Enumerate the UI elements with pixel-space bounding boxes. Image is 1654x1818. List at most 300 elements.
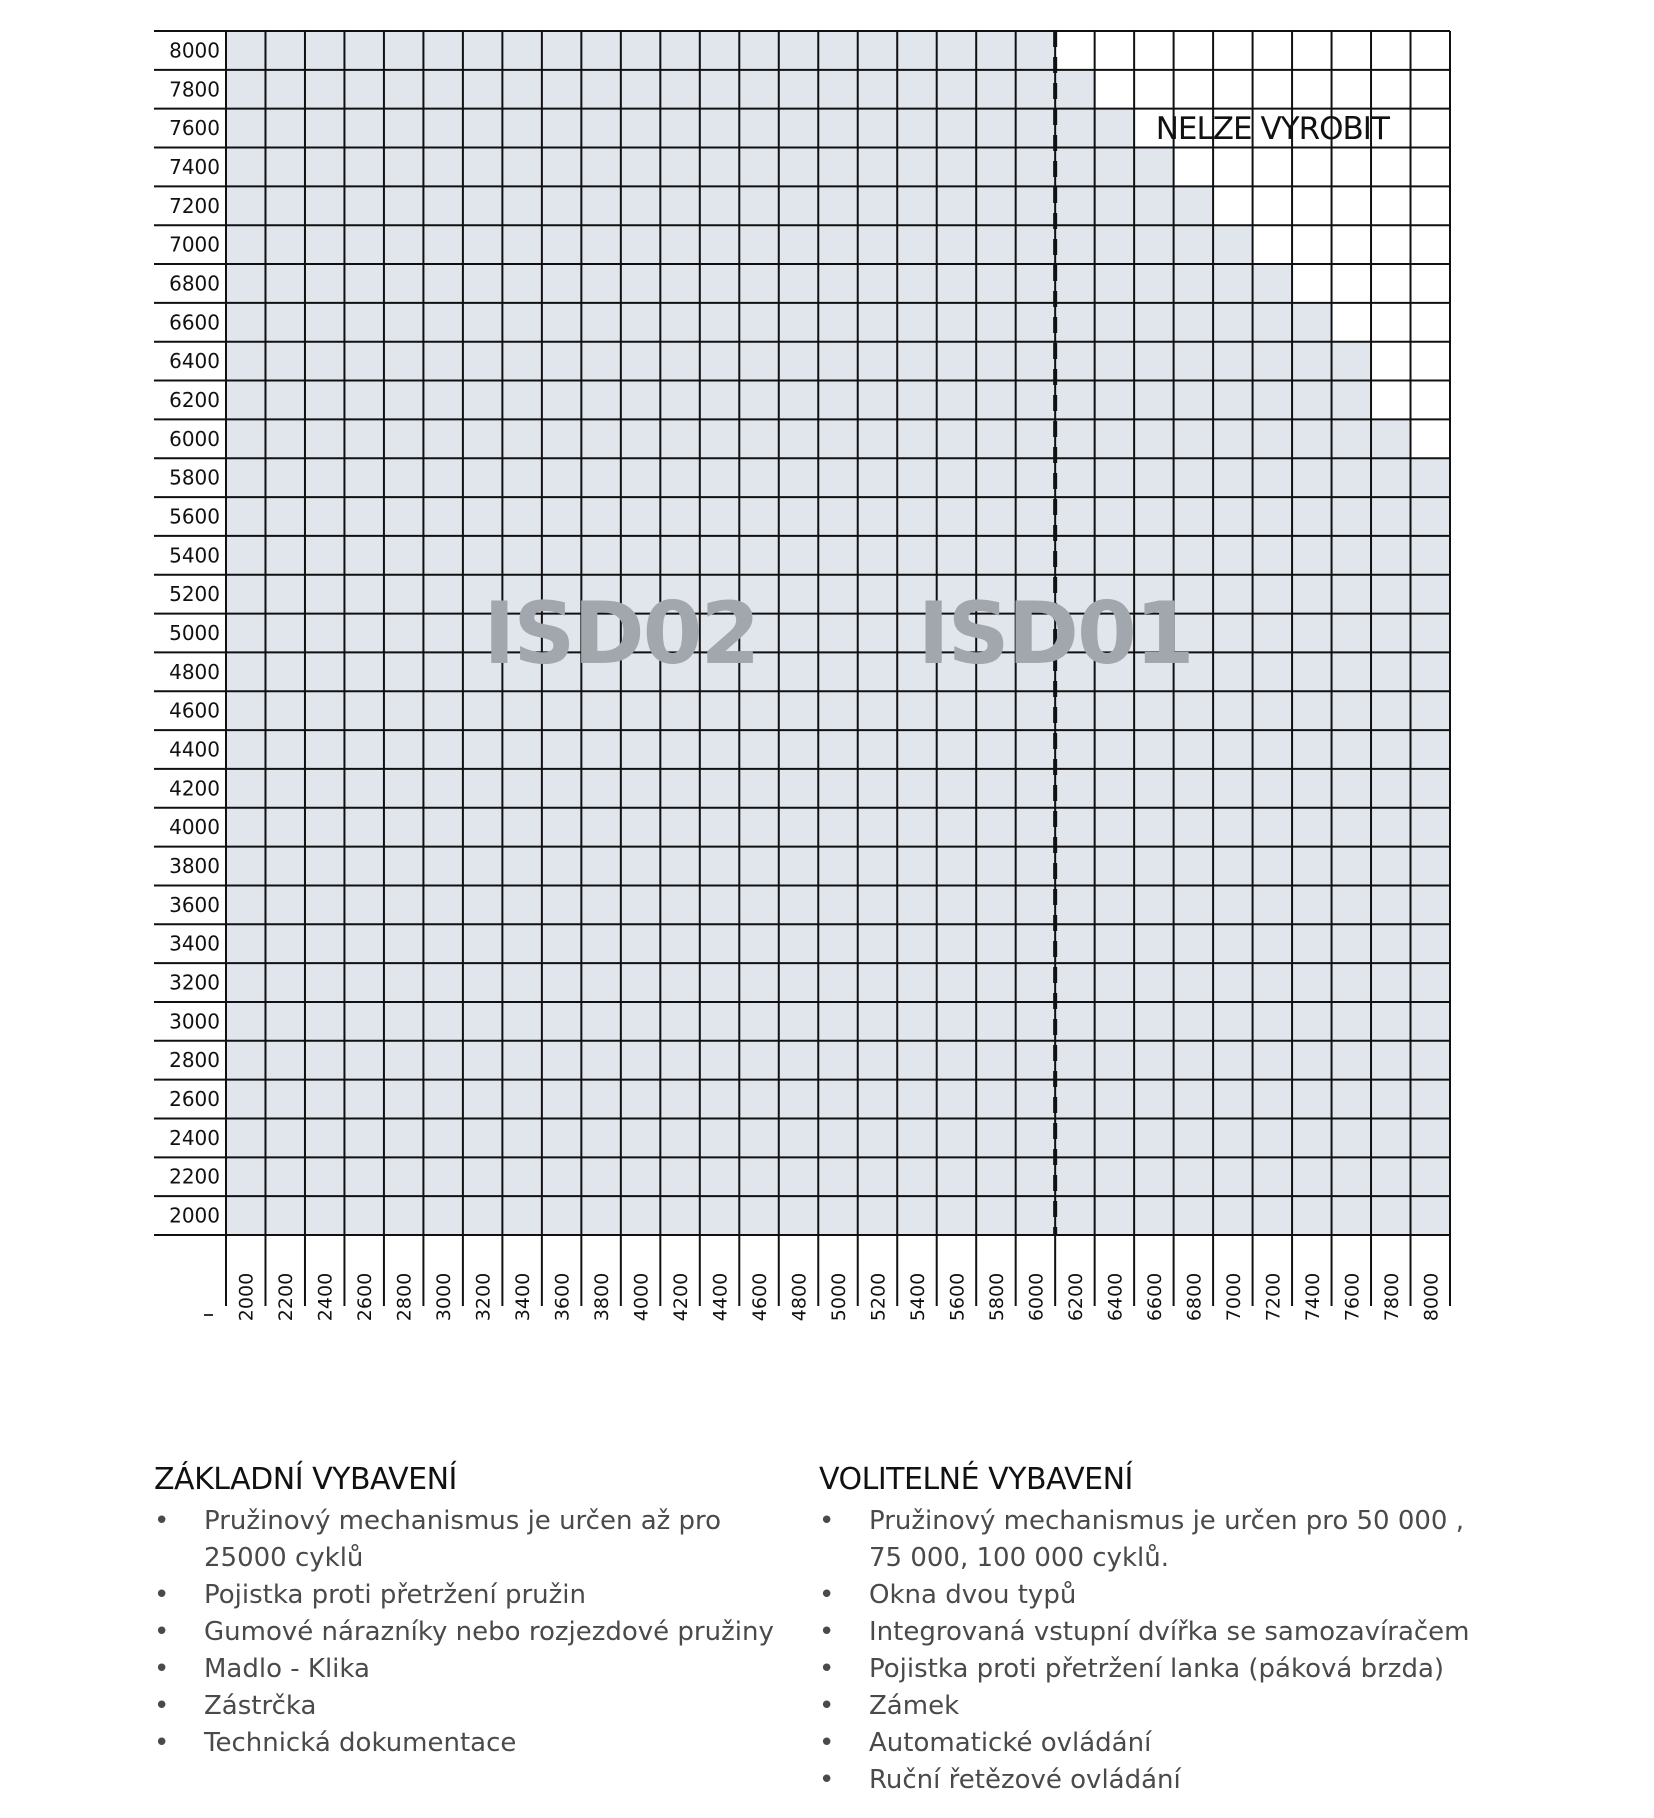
chart-cell <box>621 458 660 497</box>
chart-cell <box>739 381 778 420</box>
chart-cell <box>1253 1118 1292 1157</box>
bullet-icon: • <box>819 1580 835 1610</box>
chart-cell <box>700 1118 739 1157</box>
chart-cell <box>1371 31 1410 70</box>
chart-cell <box>502 847 541 886</box>
chart-cell <box>384 963 423 1002</box>
x-tick-label: 8000 <box>1420 1272 1443 1322</box>
chart-cell <box>1213 1118 1252 1157</box>
chart-cell <box>344 458 383 497</box>
chart-cell <box>1095 109 1134 148</box>
chart-cell <box>1411 769 1450 808</box>
equipment-item-text: Technická dokumentace <box>204 1728 517 1758</box>
chart-cell <box>463 225 502 264</box>
chart-cell <box>858 769 897 808</box>
chart-cell <box>423 730 462 769</box>
chart-cell <box>858 536 897 575</box>
x-axis-ticks <box>236 1273 1443 1321</box>
chart-cell <box>423 924 462 963</box>
chart-cell <box>1253 342 1292 381</box>
chart-cell <box>621 186 660 225</box>
chart-cell <box>581 1157 620 1196</box>
equipment-item-text: Pojistka proti přetržení pružin <box>204 1580 586 1610</box>
chart-cell <box>818 614 857 653</box>
chart-cell <box>1055 885 1094 924</box>
chart-cell <box>1411 70 1450 109</box>
chart-cell <box>1055 186 1094 225</box>
chart-cell <box>1332 264 1371 303</box>
chart-cell <box>897 691 936 730</box>
chart-cell <box>660 1041 699 1080</box>
chart-cell <box>463 1196 502 1235</box>
chart-cell <box>779 769 818 808</box>
chart-cell <box>1095 1118 1134 1157</box>
chart-cell <box>1411 497 1450 536</box>
chart-cell <box>502 730 541 769</box>
chart-cell <box>1371 70 1410 109</box>
chart-cell <box>897 225 936 264</box>
unavailable-label: NELZE VYROBIT <box>1155 111 1389 148</box>
chart-cell <box>502 264 541 303</box>
chart-cell <box>542 730 581 769</box>
chart-cell <box>1332 1118 1371 1157</box>
y-tick-label: 8000 <box>169 38 220 63</box>
chart-cell <box>779 847 818 886</box>
chart-cell <box>779 458 818 497</box>
chart-cell <box>265 847 304 886</box>
chart-cell <box>1055 1041 1094 1080</box>
chart-cell <box>1134 31 1173 70</box>
chart-cell <box>739 497 778 536</box>
chart-cell <box>858 148 897 187</box>
chart-cell <box>265 536 304 575</box>
chart-cell <box>739 1157 778 1196</box>
chart-cell <box>818 381 857 420</box>
chart-cell <box>226 808 265 847</box>
x-tick-label: 4000 <box>630 1272 653 1322</box>
x-tick-label: 2600 <box>354 1272 377 1322</box>
chart-cell <box>305 963 344 1002</box>
chart-cell <box>1055 1157 1094 1196</box>
chart-cell <box>1095 730 1134 769</box>
y-tick-label: 3600 <box>169 892 220 917</box>
chart-cell <box>1095 691 1134 730</box>
chart-cell <box>897 31 936 70</box>
chart-cell <box>1332 963 1371 1002</box>
chart-cell <box>1174 419 1213 458</box>
chart-cell <box>779 186 818 225</box>
chart-cell <box>1016 342 1055 381</box>
chart-cell <box>384 342 423 381</box>
chart-cell <box>1016 225 1055 264</box>
chart-cell <box>1411 186 1450 225</box>
chart-cell <box>779 381 818 420</box>
chart-cell <box>463 1002 502 1041</box>
chart-cell <box>1095 885 1134 924</box>
chart-cell <box>1213 342 1252 381</box>
chart-cell <box>265 342 304 381</box>
y-tick-label: 2400 <box>169 1125 220 1150</box>
chart-cell <box>1016 1080 1055 1119</box>
chart-cell <box>937 1196 976 1235</box>
chart-cell <box>1292 885 1331 924</box>
chart-cell <box>581 148 620 187</box>
chart-cell <box>384 924 423 963</box>
region-label-isd02: ISD02 <box>483 584 759 684</box>
chart-cell <box>226 1041 265 1080</box>
chart-cell <box>937 264 976 303</box>
chart-cell <box>700 1157 739 1196</box>
chart-cell <box>265 924 304 963</box>
chart-cell <box>739 70 778 109</box>
chart-cell <box>344 264 383 303</box>
chart-cell <box>265 225 304 264</box>
chart-cell <box>818 458 857 497</box>
chart-cell <box>937 885 976 924</box>
chart-cell <box>700 31 739 70</box>
chart-cell <box>226 847 265 886</box>
chart-cell <box>542 536 581 575</box>
chart-cell <box>581 885 620 924</box>
chart-cell <box>976 186 1015 225</box>
chart-cell <box>463 963 502 1002</box>
chart-cell <box>937 458 976 497</box>
chart-cell <box>779 303 818 342</box>
chart-cell <box>542 885 581 924</box>
chart-cell <box>739 109 778 148</box>
chart-cell <box>1095 808 1134 847</box>
chart-cell <box>858 381 897 420</box>
chart-cell <box>858 691 897 730</box>
chart-cell <box>1371 381 1410 420</box>
chart-cell <box>1371 1080 1410 1119</box>
chart-cell <box>1253 691 1292 730</box>
chart-cell <box>739 31 778 70</box>
chart-cell <box>1134 536 1173 575</box>
chart-cell <box>1134 70 1173 109</box>
chart-cell <box>1213 497 1252 536</box>
chart-cell <box>1174 303 1213 342</box>
chart-cell <box>1411 575 1450 614</box>
chart-cell <box>423 1041 462 1080</box>
chart-cell <box>542 31 581 70</box>
chart-cell <box>502 1118 541 1157</box>
x-tick-label: 2000 <box>235 1272 258 1322</box>
chart-cell <box>1253 1196 1292 1235</box>
chart-cell <box>226 186 265 225</box>
chart-cell <box>1016 691 1055 730</box>
chart-cell <box>660 1196 699 1235</box>
chart-cell <box>700 148 739 187</box>
chart-cell <box>1134 264 1173 303</box>
chart-cell <box>502 31 541 70</box>
bullet-icon: • <box>819 1617 835 1647</box>
chart-cell <box>305 303 344 342</box>
equipment-list-item <box>819 1614 1519 1651</box>
y-tick-label: 5400 <box>169 543 220 568</box>
chart-cell <box>305 458 344 497</box>
chart-cell <box>739 885 778 924</box>
chart-cell <box>1332 1196 1371 1235</box>
x-tick-label: 5600 <box>946 1272 969 1322</box>
chart-cell <box>1213 614 1252 653</box>
chart-cell <box>423 186 462 225</box>
y-axis-ticks <box>169 38 220 1227</box>
chart-cell <box>1371 148 1410 187</box>
chart-cell <box>621 847 660 886</box>
chart-cell <box>581 769 620 808</box>
x-tick-label: 5800 <box>985 1272 1008 1322</box>
chart-cell <box>1213 186 1252 225</box>
y-tick-label: 4400 <box>169 737 220 762</box>
equipment-item-text: Pružinový mechanismus je určen až pro <box>204 1506 722 1536</box>
chart-cell <box>1332 924 1371 963</box>
chart-cell <box>1411 1118 1450 1157</box>
chart-cell <box>1371 1002 1410 1041</box>
chart-cell <box>700 1002 739 1041</box>
chart-cell <box>976 1041 1015 1080</box>
chart-cell <box>1134 885 1173 924</box>
chart-cell <box>818 70 857 109</box>
chart-cell <box>621 419 660 458</box>
chart-cell <box>1371 963 1410 1002</box>
chart-cell <box>1016 186 1055 225</box>
chart-cell <box>423 381 462 420</box>
chart-cell <box>1411 419 1450 458</box>
chart-cell <box>1095 963 1134 1002</box>
chart-cell <box>265 1118 304 1157</box>
chart-cell <box>621 264 660 303</box>
x-tick-label: 5000 <box>828 1272 850 1322</box>
chart-cell <box>265 109 304 148</box>
chart-cell <box>1095 186 1134 225</box>
chart-cell <box>1174 497 1213 536</box>
chart-cell <box>384 885 423 924</box>
chart-cell <box>384 458 423 497</box>
chart-cell <box>1134 691 1173 730</box>
chart-cell <box>937 963 976 1002</box>
x-tick-label: 6600 <box>1143 1272 1166 1322</box>
chart-cell <box>1411 691 1450 730</box>
chart-cell <box>976 264 1015 303</box>
x-tick-label: 3800 <box>591 1272 614 1322</box>
chart-cell <box>305 1196 344 1235</box>
chart-cell <box>463 691 502 730</box>
chart-cell <box>1292 691 1331 730</box>
chart-cell <box>1411 31 1450 70</box>
chart-cell <box>305 31 344 70</box>
chart-cell <box>700 419 739 458</box>
chart-cell <box>344 536 383 575</box>
chart-cell <box>1253 847 1292 886</box>
chart-cell <box>779 342 818 381</box>
y-tick-label: 5600 <box>169 504 220 529</box>
chart-cell <box>502 1196 541 1235</box>
chart-cell <box>542 458 581 497</box>
chart-cell <box>1332 148 1371 187</box>
chart-cell <box>1253 536 1292 575</box>
y-tick-label: 6200 <box>169 387 220 412</box>
y-tick-label: 2000 <box>169 1203 220 1228</box>
chart-cell <box>818 1157 857 1196</box>
x-tick-label: 7000 <box>1222 1272 1245 1322</box>
bullet-icon: • <box>154 1691 170 1721</box>
chart-cell <box>739 1196 778 1235</box>
chart-cell <box>1174 31 1213 70</box>
bullet-icon: • <box>154 1617 170 1647</box>
chart-cell <box>976 225 1015 264</box>
chart-cell <box>463 1080 502 1119</box>
chart-cell <box>226 342 265 381</box>
chart-cell <box>1213 885 1252 924</box>
chart-cell <box>1174 148 1213 187</box>
chart-cell <box>305 1002 344 1041</box>
chart-cell <box>265 381 304 420</box>
chart-cell <box>700 536 739 575</box>
chart-cell <box>1292 225 1331 264</box>
chart-cell <box>344 381 383 420</box>
chart-cell <box>1292 419 1331 458</box>
chart-cell <box>858 1080 897 1119</box>
chart-cell <box>897 70 936 109</box>
chart-cell <box>1174 225 1213 264</box>
chart-cell <box>976 691 1015 730</box>
chart-cell <box>344 225 383 264</box>
chart-cell <box>423 31 462 70</box>
chart-cell <box>305 109 344 148</box>
chart-cell <box>1134 148 1173 187</box>
chart-cell <box>344 847 383 886</box>
chart-cell <box>502 419 541 458</box>
chart-cell <box>581 70 620 109</box>
equipment-item-text: Automatické ovládání <box>869 1728 1152 1758</box>
chart-cell <box>344 1196 383 1235</box>
chart-cell <box>384 186 423 225</box>
chart-cell <box>384 1118 423 1157</box>
chart-cell <box>384 419 423 458</box>
y-tick-label: 5200 <box>169 582 220 607</box>
chart-cell <box>1174 381 1213 420</box>
chart-cell <box>937 769 976 808</box>
chart-cell <box>1292 70 1331 109</box>
chart-cell <box>1016 924 1055 963</box>
chart-cell <box>700 847 739 886</box>
chart-cell <box>700 769 739 808</box>
chart-cell <box>779 1118 818 1157</box>
chart-cell <box>1213 1002 1252 1041</box>
chart-cell <box>1016 303 1055 342</box>
chart-cell <box>1371 730 1410 769</box>
chart-cell <box>463 497 502 536</box>
chart-cell <box>621 225 660 264</box>
chart-cell <box>1134 1196 1173 1235</box>
chart-cell <box>1371 1196 1410 1235</box>
chart-cell <box>1292 497 1331 536</box>
chart-cell <box>621 1157 660 1196</box>
chart-cell <box>265 614 304 653</box>
chart-cell <box>581 808 620 847</box>
chart-cell <box>542 1080 581 1119</box>
chart-cell <box>1134 963 1173 1002</box>
chart-cell <box>1411 536 1450 575</box>
chart-cell <box>265 808 304 847</box>
chart-cell <box>897 730 936 769</box>
y-tick-label: 7600 <box>169 116 220 141</box>
chart-cell <box>779 225 818 264</box>
chart-cell <box>818 264 857 303</box>
chart-cell <box>858 458 897 497</box>
chart-cell <box>463 730 502 769</box>
chart-cell <box>660 1002 699 1041</box>
chart-cell <box>739 847 778 886</box>
chart-cell <box>1371 885 1410 924</box>
chart-cell <box>423 536 462 575</box>
chart-cell <box>660 1080 699 1119</box>
chart-cell <box>1411 808 1450 847</box>
chart-cell <box>226 652 265 691</box>
chart-cell <box>660 536 699 575</box>
chart-cell <box>1055 963 1094 1002</box>
chart-cell <box>423 963 462 1002</box>
chart-cell <box>502 109 541 148</box>
chart-cell <box>1134 186 1173 225</box>
chart-cell <box>1332 342 1371 381</box>
chart-cell <box>305 614 344 653</box>
chart-cell <box>660 342 699 381</box>
chart-cell <box>344 1080 383 1119</box>
chart-cell <box>1332 885 1371 924</box>
chart-cell <box>344 419 383 458</box>
chart-cell <box>1055 458 1094 497</box>
chart-cell <box>581 1118 620 1157</box>
chart-cell <box>226 381 265 420</box>
chart-cell <box>779 31 818 70</box>
chart-cell <box>1253 808 1292 847</box>
chart-cell <box>226 1196 265 1235</box>
chart-cell <box>344 614 383 653</box>
x-tick-label: 3200 <box>472 1272 495 1322</box>
chart-cell <box>976 70 1015 109</box>
chart-cell <box>1174 1002 1213 1041</box>
chart-cell <box>226 225 265 264</box>
chart-cell <box>1095 1002 1134 1041</box>
chart-cell <box>423 769 462 808</box>
chart-cell <box>1292 1041 1331 1080</box>
chart-cell <box>621 303 660 342</box>
chart-cell <box>463 31 502 70</box>
chart-cell <box>818 769 857 808</box>
chart-cell <box>265 31 304 70</box>
chart-cell <box>779 730 818 769</box>
chart-cell <box>463 458 502 497</box>
chart-cell <box>344 575 383 614</box>
chart-cell <box>818 1002 857 1041</box>
chart-cell <box>384 70 423 109</box>
chart-cell <box>1134 1041 1173 1080</box>
chart-cell <box>1016 419 1055 458</box>
chart-cell <box>976 536 1015 575</box>
chart-cell <box>779 614 818 653</box>
chart-cell <box>858 264 897 303</box>
chart-cell <box>897 1118 936 1157</box>
chart-cell <box>344 769 383 808</box>
y-tick-label: 6600 <box>169 310 220 335</box>
chart-cell <box>384 497 423 536</box>
chart-cell <box>463 70 502 109</box>
chart-cell <box>1095 847 1134 886</box>
equipment-list-item <box>154 1725 794 1762</box>
chart-cell <box>779 808 818 847</box>
